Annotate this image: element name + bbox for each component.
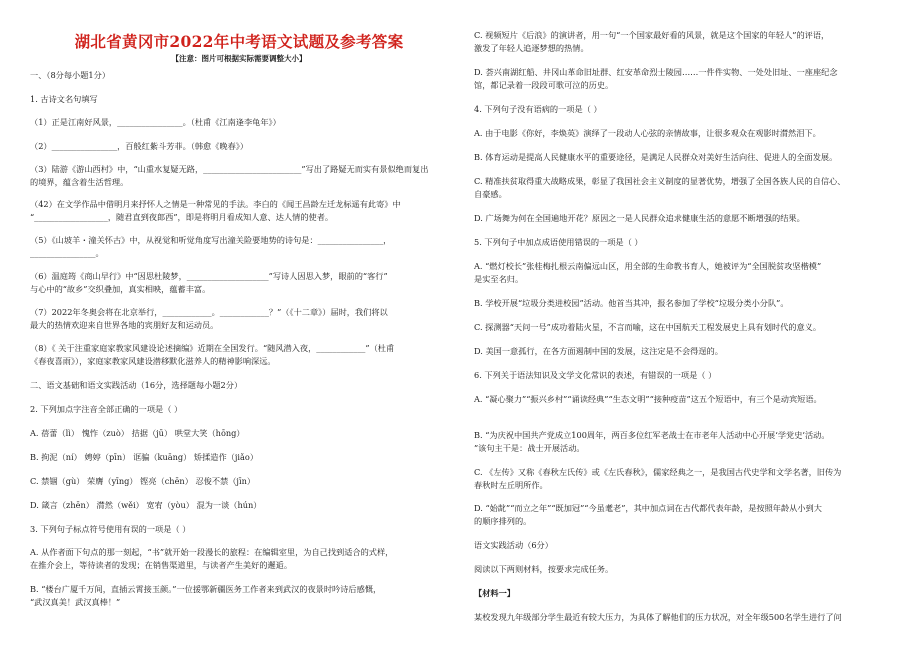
text-line: 馆，都记录着一段段可歌可泣的历史。 — [474, 80, 614, 90]
text-line: 自豪感。 — [474, 189, 507, 199]
text-line: A. 蓓蕾（lì） 愧怍（zuò） 拮据（jū） 哄堂大笑（hōng） — [30, 428, 245, 438]
text-line: 《春夜喜雨》），家庭家教家风建设潜移默化滋养人的精神影响深远。 — [30, 356, 276, 366]
text-line: 3. 下列句子标点符号使用有误的一项是（ ） — [30, 524, 191, 534]
text-line: 6. 下列关于语法知识及文学文化常识的表述，有错误的一项是（ ） — [474, 370, 717, 380]
text-line: C. 探测器“天问一号”成功着陆火星，不言而喻，这在中国航天工程发展史上具有划时代的意义。 — [474, 322, 822, 332]
text-line: D. 荟兴南湖红船、井冈山革命旧址群、红安革命烈士陵园……一件件实物、一处处旧址、一座座纪念 — [474, 67, 838, 77]
text-line: D. 箴言（zhēn） 潸然（wěi） 宽宥（yòu） 混为一谈（hún） — [30, 500, 262, 510]
text-line: B. 体育运动是提高人民健康水平的重要途径，是满足人民群众对美好生活向往、促进人的全面发展。 — [474, 152, 838, 162]
text-line: 与心中的“故乡”交织叠加，真实相映，蕴蓄丰富。 — [30, 284, 211, 294]
text-line: （3）陆游《游山西村》中，“山重水复疑无路，________________________”写出了路疑无而实有景似绝而复出 — [30, 164, 429, 174]
text-line: 某校发现九年级部分学生最近有较大压力，为具体了解他们的压力状况，对全年级500名学生进行了问 — [474, 612, 842, 622]
text-line: C. 《左传》又称《春秋左氏传》或《左氏春秋》，儒家经典之一，是我国古代史学和文学名著，旧传为 — [474, 467, 842, 477]
text-line: 二、语文基础和语文实践活动（16分，选择题每小题2分） — [30, 380, 243, 390]
text-line: A. “凝心聚力”“振兴乡村”“诵读经典”“生态文明”“接种疫苗”这五个短语中，有三个是动宾短语。 — [474, 394, 822, 404]
text-line: 春秋时左丘明所作。 — [474, 480, 548, 490]
text-line: 2. 下列加点字注音全部正确的一项是（ ） — [30, 404, 183, 414]
text-line: 激发了年轻人追逐梦想的热情。 — [474, 43, 589, 53]
text-line: 【材料一】 — [474, 588, 515, 598]
text-line: A. “燃灯校长”张桂梅扎根云南偏远山区，用全部的生命教书育人，她被评为“全国脱贫攻坚楷模” — [474, 261, 822, 271]
text-line: （6）温庭筠《商山早行》中“因思杜陵梦，____________________”写诗人因思入梦，眼前的“客行” — [30, 271, 388, 281]
text-line: 1. 古诗文名句填写 — [30, 94, 98, 104]
text-line: 语文实践活动（6分） — [474, 540, 553, 550]
text-line: B. 拘泥（ní） 娉婷（pīn） 诓骗（kuāng） 矫揉造作（jiǎo） — [30, 452, 259, 462]
text-line: （8）《 关于注重家庭家教家风建设论述摘编》近期在全国发行。“随风潜入夜，____________”（杜甫 — [30, 343, 395, 353]
page-title: 湖北省黄冈市2022年中考语文试题及参考答案 — [74, 32, 404, 51]
text-line: C. 禁锢（gù） 荣膺（yīng） 铿亮（chēn） 忍俊不禁（jīn） — [30, 476, 256, 486]
text-line: D. 美国一意孤行，在各方面遏制中国的发展，这注定是不会得逞的。 — [474, 346, 723, 356]
text-line: “__________________，随君直到夜郎西”，即是将明月看成知人意、达人情的使者。 — [30, 212, 334, 222]
text-line: （42）在文学作品中借明月来抒怀人之情是一种常见的手法。李白的《闻王昌龄左迁龙标遥有此寄》中 — [30, 199, 401, 209]
text-line: 5. 下列句子中加点成语使用错误的一项是（ ） — [474, 237, 643, 247]
text-line: C. 精准扶贫取得重大战略成果，彰显了我国社会主义制度的显著优势，增强了全国各族人民的自信心、 — [474, 176, 846, 186]
text-line: B. “为庆祝中国共产党成立100周年，两百多位红军老战士在市老年人活动中心开展‘学党史’活动。 — [474, 430, 830, 440]
text-line: 是实至名归。 — [474, 274, 524, 284]
text-line: ________________。 — [30, 248, 104, 258]
text-line: （2）________________，百般红紫斗芳菲。（韩愈《晚春》） — [30, 141, 249, 151]
text-line: B. 学校开展“垃圾分类进校园”活动。他首当其冲，报名参加了学校“垃圾分类小分队”。 — [474, 298, 789, 308]
text-line: （7）2022年冬奥会将在北京举行，____________。____________？”（《十二章》）届时，我们将以 — [30, 307, 388, 317]
image-note: 【注意：图片可根据实际需要调整大小】 — [171, 54, 307, 63]
text-line: 一、（8分每小题1分） — [30, 70, 111, 80]
text-line: （1）正是江南好风景，________________。（杜甫《江南逢李龟年》） — [30, 117, 281, 127]
text-line: A. 由于电影《你好，李焕英》演绎了一段动人心弦的亲情故事，让很多观众在观影时潸然泪下。 — [474, 128, 821, 138]
text-line: D. “始龀”“而立之年”“既加冠”“今虽耄老”，其中加点词在古代都代表年龄，是按照年龄从小到大 — [474, 503, 822, 513]
text-line: 的顺序排列的。 — [474, 516, 532, 526]
text-line: 的境界，蕴含着生活哲理。 — [30, 177, 129, 187]
text-line: 在推介会上，等待读者的发现；在销售渠道里，与读者产生美好的邂逅。 — [30, 560, 293, 570]
text-line: A. 从作者面下句点的那一刻起，“书”就开始一段漫长的旅程：在编辑室里，为自己找到适合的式样， — [30, 547, 394, 557]
text-line: （5）《山坡羊・潼关怀古》中，从视觉和听觉角度写出潼关险要地势的诗句是：________________， — [30, 235, 392, 245]
text-line: 最大的热情欢迎来自世界各地的宾朋好友和运动员。 — [30, 320, 219, 330]
text-line: ”该句主干是：战士开展活动。 — [474, 443, 585, 453]
text-line: “武汉真美！武汉真棒！” — [30, 597, 121, 607]
text-line: 4. 下列句子没有语病的一项是（ ） — [474, 104, 602, 114]
text-line: 阅读以下两则材料，按要求完成任务。 — [474, 564, 614, 574]
text-line: D. 广场舞为何在全国遍地开花？原因之一是人民群众追求健康生活的意愿不断增强的结果。 — [474, 213, 805, 223]
text-line: B. “楼台广厦千万间，直插云霄接玉颜。”一位援鄂新疆医务工作者来到武汉的夜景时吟诗后感慨， — [30, 584, 382, 594]
text-line: C. 视频短片《后浪》的演讲者，用一句“一个国家最好看的风景，就是这个国家的年轻人”的评语， — [474, 30, 830, 40]
